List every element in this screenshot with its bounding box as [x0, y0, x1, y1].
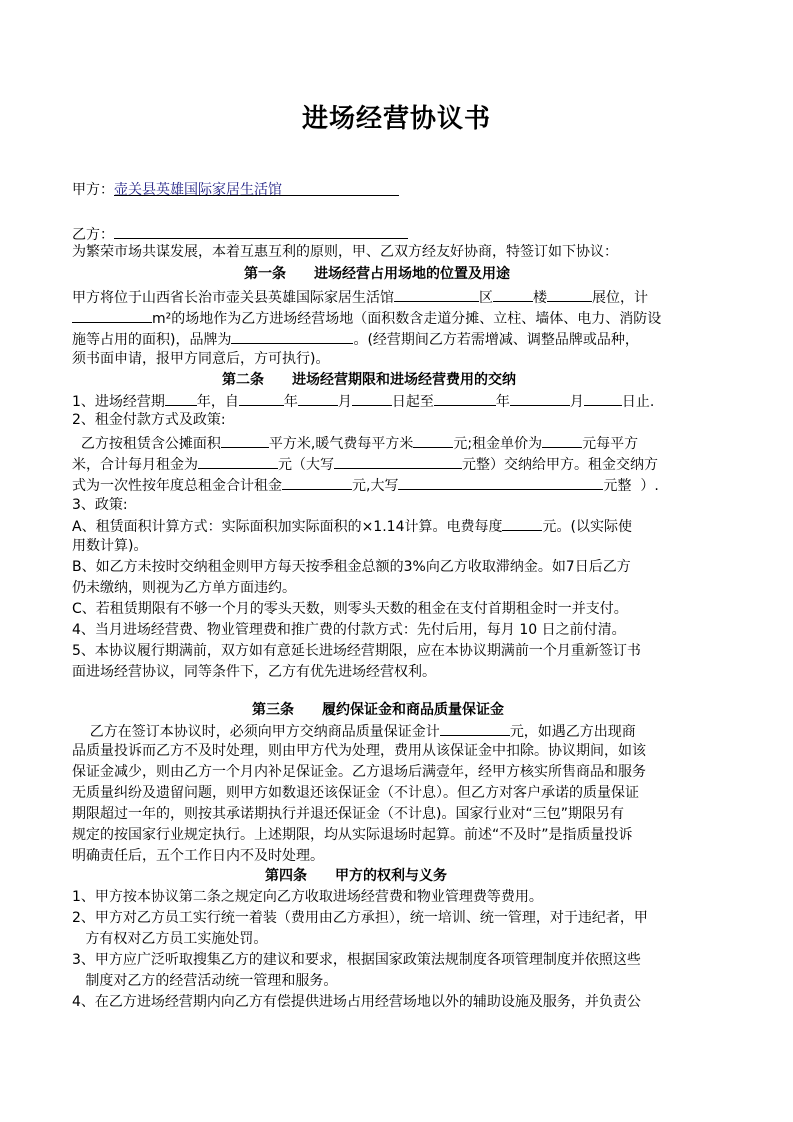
- art2-line-6: 3、政策:: [72, 497, 128, 513]
- preamble: 为繁荣市场共谋发展，本着互惠互利的原则，甲、乙双方经友好协商，特签订如下协议：: [72, 244, 618, 260]
- party-b-name-field: [114, 223, 408, 239]
- party-a-label: 甲方：: [72, 182, 114, 198]
- art2-text: 元整 ）.: [603, 478, 659, 494]
- art3-text: 乙方在签订本协议时，必须向甲方交纳商品质量保证金计: [72, 724, 440, 740]
- art1-line-2: [72, 307, 661, 329]
- art2-text: 日止.: [621, 394, 655, 410]
- article-2-heading: 第二条 进场经营期限和进场经营费用的交纳: [222, 372, 516, 388]
- art2-line-2: 2、租金付款方式及政策:: [72, 412, 226, 428]
- article-3-heading: 第三条 履约保证金和商品质量保证金: [252, 702, 504, 718]
- art4-line-5: 制度对乙方的经营活动统一管理和服务。: [72, 973, 338, 989]
- art4-line-3: 方有权对乙方员工实施处罚。: [72, 931, 268, 947]
- art2-line-14: 面进场经营协议，同等条件下，乙方有优先进场经营权利。: [72, 664, 436, 680]
- art1-text: 。(经营期间乙方若需增减、调整品牌或品种，: [353, 332, 639, 348]
- art2-line-10: 仍未缴纳，则视为乙方单方面违约。: [72, 580, 296, 596]
- start-year-field: [239, 390, 284, 406]
- art4-line-2: 2、甲方对乙方员工实行统一着装（费用由乙方承担），统一培训、统一管理，对于违纪者，甲: [72, 910, 648, 926]
- art2-line-3: [72, 432, 638, 454]
- art1-line-4: 须书面申请，报甲方同意后，方可执行)。: [72, 351, 330, 367]
- art2-line-11: C、若租赁期限有不够一个月的零头天数，则零头天数的租金在支付首期租金时一并支付。: [72, 601, 628, 617]
- art2-line-5: [72, 474, 659, 496]
- party-b-label: 乙方：: [72, 227, 114, 243]
- art2-text: 元整）交纳给甲方。租金交纳方: [462, 457, 658, 473]
- brand-field: [231, 328, 353, 344]
- art1-text: 施等占用的面积)，品牌为: [72, 332, 232, 348]
- art1-text: 展位，计: [592, 290, 648, 306]
- art3-line-6: 规定的按国家行业规定执行。上述期限，均从实际退场时起算。前述“不及时”是指质量投诉: [72, 827, 633, 843]
- art1-text: m²的场地作为乙方进场经营场地（面积数含走道分摊、立柱、墙体、电力、消防设: [152, 311, 662, 327]
- art4-line-4: 3、甲方应广泛听取搜集乙方的建议和要求，根据国家政策法规制度各项管理制度并依照这些: [72, 952, 641, 968]
- art2-text: 米，合计每月租金为: [72, 457, 198, 473]
- term-years-field: [165, 390, 197, 406]
- document-title: 进场经营协议书: [301, 104, 491, 134]
- art2-text: 元（大写: [278, 457, 334, 473]
- end-day-field: [584, 390, 622, 406]
- art2-line-8: 用数计算)。: [72, 538, 148, 554]
- art1-line-3: [72, 328, 639, 350]
- art1-text: 楼: [533, 290, 547, 306]
- art2-text: 月: [569, 394, 584, 410]
- booth-field: [547, 286, 592, 302]
- art3-text: 元，如遇乙方出现商: [509, 724, 636, 740]
- art2-text: 1、进场经营期: [72, 394, 165, 410]
- monthly-rent-field: [198, 453, 278, 469]
- art1-text: 甲方将位于山西省长治市壶关县英雄国际家居生活馆: [72, 290, 394, 306]
- art2-text: 元,大写: [352, 478, 399, 494]
- annual-rent-field: [282, 474, 352, 490]
- art3-line-2: 品质量投诉而乙方不及时处理，则由甲方代为处理，费用从该保证金中扣除。协议期间，如该: [72, 743, 646, 759]
- art2-line-1: [72, 390, 654, 412]
- art2-text: 乙方按租赁含公摊面积: [72, 436, 221, 452]
- monthly-rent-words-field: [334, 453, 462, 469]
- art4-line-6: 4、在乙方进场经营期内向乙方有偿提供进场占用经营场地以外的辅助设施及服务，并负责公: [72, 994, 641, 1010]
- end-month-field: [510, 390, 570, 406]
- art2-line-9: B、如乙方未按时交纳租金则甲方每天按季租金总额的3%向乙方收取滞纳金。如7日后乙方: [72, 559, 631, 575]
- art2-text: 元每平方: [582, 436, 639, 452]
- art3-line-3: 保证金减少，则由乙方一个月内补足保证金。乙方退场后满壹年，经甲方核实所售商品和服务: [72, 764, 646, 780]
- electricity-fee-field: [502, 515, 542, 531]
- art2-text: 平方米,暖气费每平方米: [268, 436, 414, 452]
- art2-text: 年，自: [196, 394, 239, 410]
- art3-line-7: 明确责任后，五个工作日内不及时处理。: [72, 848, 324, 864]
- zone-field: [394, 286, 479, 302]
- floor-field: [493, 286, 533, 302]
- art2-line-12: 4、当月进场经营费、物业管理费和推广费的付款方式：先付后用，每月 10 日之前付清。: [72, 622, 626, 638]
- art2-text: 年: [495, 394, 510, 410]
- art2-text: 日起至: [391, 394, 434, 410]
- heating-fee-field: [413, 432, 453, 448]
- art4-line-1: 1、甲方按本协议第二条之规定向乙方收取进场经营费和物业管理费等费用。: [72, 889, 543, 905]
- article-1-heading: 第一条 进场经营占用场地的位置及用途: [244, 266, 510, 282]
- art2-text: A、租赁面积计算方式：实际面积加实际面积的×1.14计算。电费每度: [72, 519, 503, 535]
- party-a-name-field: [114, 180, 399, 196]
- article-4-heading: 第四条 甲方的权利与义务: [265, 868, 447, 884]
- rent-area-field: [221, 432, 269, 448]
- area-field: [72, 307, 152, 323]
- art2-text: 式为一次性按年度总租金合计租金: [72, 478, 282, 494]
- art2-line-7: [72, 515, 632, 537]
- art3-line-1: [72, 720, 636, 742]
- art2-text: 元。(以实际使: [542, 519, 632, 535]
- start-month-field: [298, 390, 338, 406]
- party-a-name: 壶关县英雄国际家居生活馆: [114, 182, 282, 198]
- start-day-field: [352, 390, 392, 406]
- art2-text: 年: [283, 394, 298, 410]
- art2-line-13: 5、本协议履行期满前，双方如有意延长进场经营期限，应在本协议期满前一个月重新签订书: [72, 643, 641, 659]
- art3-line-4: 无质量纠纷及遗留问题，则甲方如数退还该保证金（不计息）。但乙方对客户承诺的质量保证: [72, 785, 639, 801]
- art3-line-5: 期限超过一年的，则按其承诺期执行并退还保证金（不计息)。国家行业对“三包”期限另有: [72, 806, 624, 822]
- art2-text: 元;租金单价为: [453, 436, 543, 452]
- art2-text: 月: [337, 394, 352, 410]
- end-year-field: [434, 390, 496, 406]
- party-a-line: [72, 180, 399, 200]
- art2-line-4: [72, 453, 658, 475]
- unit-price-field: [542, 432, 582, 448]
- art1-line-1: [72, 286, 648, 308]
- art1-text: 区: [479, 290, 493, 306]
- annual-rent-words-field: [398, 474, 603, 490]
- deposit-amount-field: [440, 720, 510, 736]
